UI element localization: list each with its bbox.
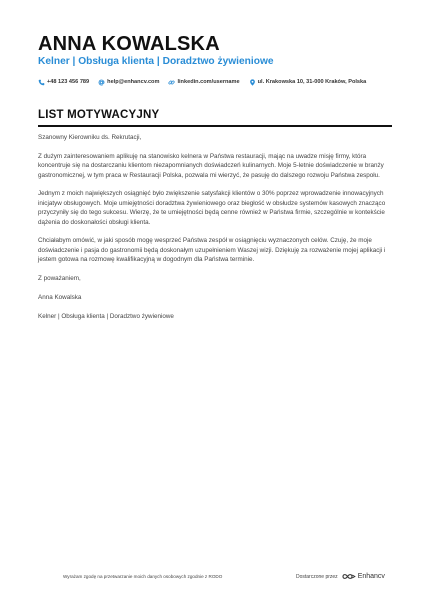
enhancv-brand: Enhancv — [357, 573, 385, 580]
letter-signature-title: Kelner | Obsługa klienta | Doradztwo żywieniowe — [38, 312, 174, 320]
powered-by-label: Dostarczone przez — [296, 573, 338, 580]
at-sign-icon — [98, 79, 105, 86]
letter-salutation: Szanowny Kierowniku ds. Rekrutacji, — [38, 134, 142, 141]
contact-linkedin — [168, 79, 239, 86]
contact-email — [98, 79, 159, 86]
gdpr-consent-note: Wyrażam zgodę na przetwarzanie moich danych osobowych zgodnie z RODO — [63, 574, 223, 579]
letter-signature-name: Anna Kowalska — [38, 293, 82, 301]
link-icon — [168, 79, 175, 86]
enhancv-logo[interactable] — [342, 572, 385, 581]
letter-paragraph: Jednym z moich największych osiągnięć było zwiększenie satysfakcji klientów o 30% poprzez wprowadzenie innowacyjnych inicjatyw obsługowych. Moje umiejętności doradztwa żywieniowego oraz biegłość w obsłudze systemów kasowych znacząco przyczyniły się do tego sukcesu. Wierzę, że te umiejętności będą cenne również w Państwa firmie, szczególnie w kontekście dążenia do doskonałości obsługi klienta. — [38, 190, 386, 226]
contact-phone-text: +48 123 456 789 — [47, 79, 90, 85]
contact-phone — [38, 79, 89, 86]
contact-address-text: ul. Krakowska 10, 31-000 Kraków, Polska — [257, 79, 367, 85]
powered-by — [296, 572, 385, 581]
candidate-headline: Kelner | Obsługa klienta | Doradztwo żywieniowe — [38, 56, 274, 67]
enhancv-logo-icon — [342, 572, 356, 581]
section-divider — [38, 125, 392, 127]
letter-paragraph: Z dużym zainteresowaniem aplikuję na stanowisko kelnera w Państwa restauracji, mając na uwadze misję firmy, która koncentruje się na dostarczaniu klientom niezapomnianych doświadczeń kulinarnych. Moje 5-letnie doświadczenie w branży gastronomicznej, w tym praca w Restauracji Polska, pozwala mi wierzyć, że pasuję do dalszego rozwoju Państwa zespołu. — [38, 152, 384, 179]
contact-email-text: help@enhancv.com — [107, 79, 160, 85]
contact-linkedin-text: linkedin.com/username — [177, 79, 240, 85]
section-title: LIST MOTYWACYJNY — [38, 109, 160, 121]
letter-body — [38, 133, 393, 330]
contact-bar — [38, 77, 375, 87]
letter-paragraph: Chciałabym omówić, w jaki sposób mogę wesprzeć Państwa zespół w osiągnięciu wyznaczonych celów. Czuję, że moje doświadczenie i pasja do gastronomii będą doskonałym uzupełnieniem Waszej wizji. Dziękuję za rozważenie mojej aplikacji i jestem gotowa na rozmowę kwalifikacyjną w dogodnym dla Państwa terminie. — [38, 237, 386, 264]
candidate-name: ANNA KOWALSKA — [38, 33, 220, 55]
phone-icon — [38, 79, 45, 86]
contact-address — [249, 79, 367, 86]
location-pin-icon — [249, 79, 256, 86]
letter-closing: Z poważaniem, — [38, 275, 81, 283]
